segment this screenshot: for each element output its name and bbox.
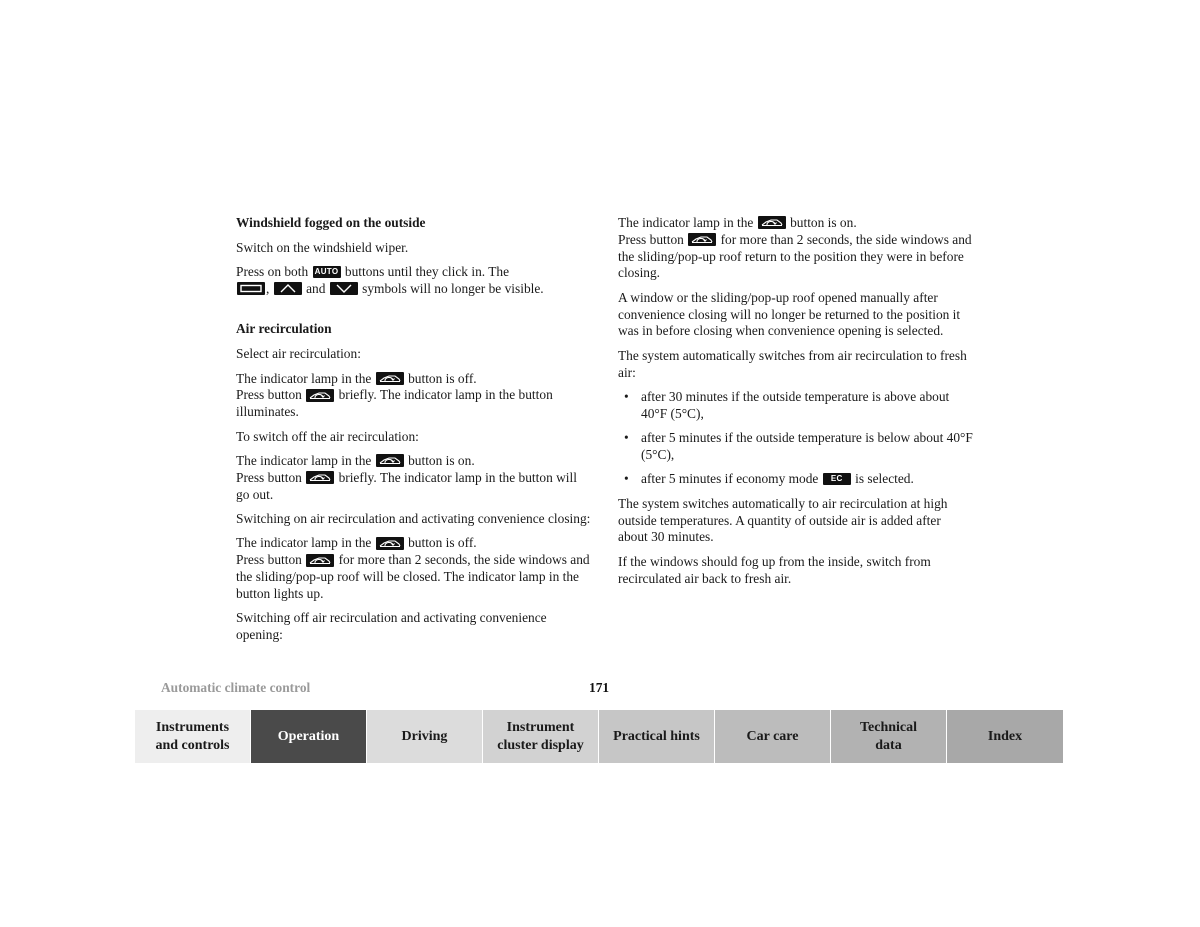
tab-technical-data[interactable]: Technical data (831, 710, 947, 763)
bullet-list (618, 389, 973, 488)
air-recirculation-icon (376, 372, 404, 385)
paragraph: If the windows should fog up from the inside, switch from recirculated air back to fresh air. (618, 553, 931, 586)
right-column (618, 215, 973, 595)
tab-car-care[interactable]: Car care (715, 710, 831, 763)
paragraph: The indicator lamp in the button is on. Press button for more than 2 seconds, the side windows and the sliding/pop-up roof return to the position they were in before closing. (618, 215, 972, 281)
paragraph: The indicator lamp in the button is off. Press button briefly. The indicator lamp in the button illuminates. (236, 370, 553, 420)
bullet-icon: • (624, 430, 629, 446)
paragraph: Switch on the windshield wiper. (236, 239, 409, 255)
paragraph: Select air recirculation: (236, 346, 361, 362)
tab-instrument-cluster-display[interactable]: Instrument cluster display (483, 710, 599, 763)
air-recirculation-icon (758, 216, 786, 229)
heading-air-recirculation: Air recirculation (236, 321, 332, 337)
paragraph: The indicator lamp in the button is off. Press button for more than 2 seconds, the side windows and the sliding/pop-up roof will be closed. The indicator lamp in the button lights up. (236, 535, 590, 601)
paragraph: The system automatically switches from air recirculation to fresh air: (618, 347, 967, 380)
tab-driving[interactable]: Driving (367, 710, 483, 763)
bullet-icon: • (624, 388, 629, 404)
tab-instruments-and-controls[interactable]: Instruments and controls (135, 710, 251, 763)
section-nav (135, 710, 1065, 763)
list-item: • after 5 minutes if the outside temperature is below about 40°F (5°C), (624, 430, 973, 462)
bullet-icon: • (624, 471, 629, 487)
air-recirculation-icon (688, 233, 716, 246)
lower-vent-icon (330, 282, 358, 295)
air-recirculation-icon (306, 471, 334, 484)
tab-operation[interactable]: Operation (251, 710, 367, 763)
paragraph: Switching off air recirculation and activating convenience opening: (236, 610, 547, 642)
windshield-defrost-icon (237, 282, 265, 295)
paragraph: To switch off the air recirculation: (236, 428, 419, 444)
air-recirculation-icon (376, 537, 404, 550)
tab-index[interactable]: Index (947, 710, 1063, 763)
paragraph: The system switches automatically to air recirculation at high outside temperatures. A quantity of outside air is added after about 30 minutes. (618, 495, 948, 545)
heading-windshield-fogged: Windshield fogged on the outside (236, 215, 426, 230)
tab-practical-hints[interactable]: Practical hints (599, 710, 715, 763)
paragraph: Switching on air recirculation and activating convenience closing: (236, 510, 591, 526)
air-recirculation-icon (306, 554, 334, 567)
air-recirculation-icon (376, 454, 404, 467)
upper-vent-icon (274, 282, 302, 295)
paragraph: The indicator lamp in the button is on. Press button briefly. The indicator lamp in the button will go out. (236, 452, 577, 502)
auto-key-icon: AUTO (313, 266, 341, 278)
air-recirculation-icon (306, 389, 334, 402)
paragraph: Press on both AUTO buttons until they click in. The , and symbols will no longer be visible. (236, 264, 544, 296)
list-item: • after 30 minutes if the outside temperature is above about 40°F (5°C), (624, 388, 950, 421)
economy-mode-key-icon: EC (823, 473, 851, 485)
page-number: 171 (589, 680, 610, 695)
list-item: • after 5 minutes if economy mode EC is selected. (624, 471, 914, 487)
left-column (236, 215, 591, 651)
paragraph: A window or the sliding/pop-up roof opened manually after convenience closing will no longer be returned to the position it was in before closing when convenience opening is selected. (618, 289, 961, 339)
section-title: Automatic climate control (161, 680, 311, 695)
